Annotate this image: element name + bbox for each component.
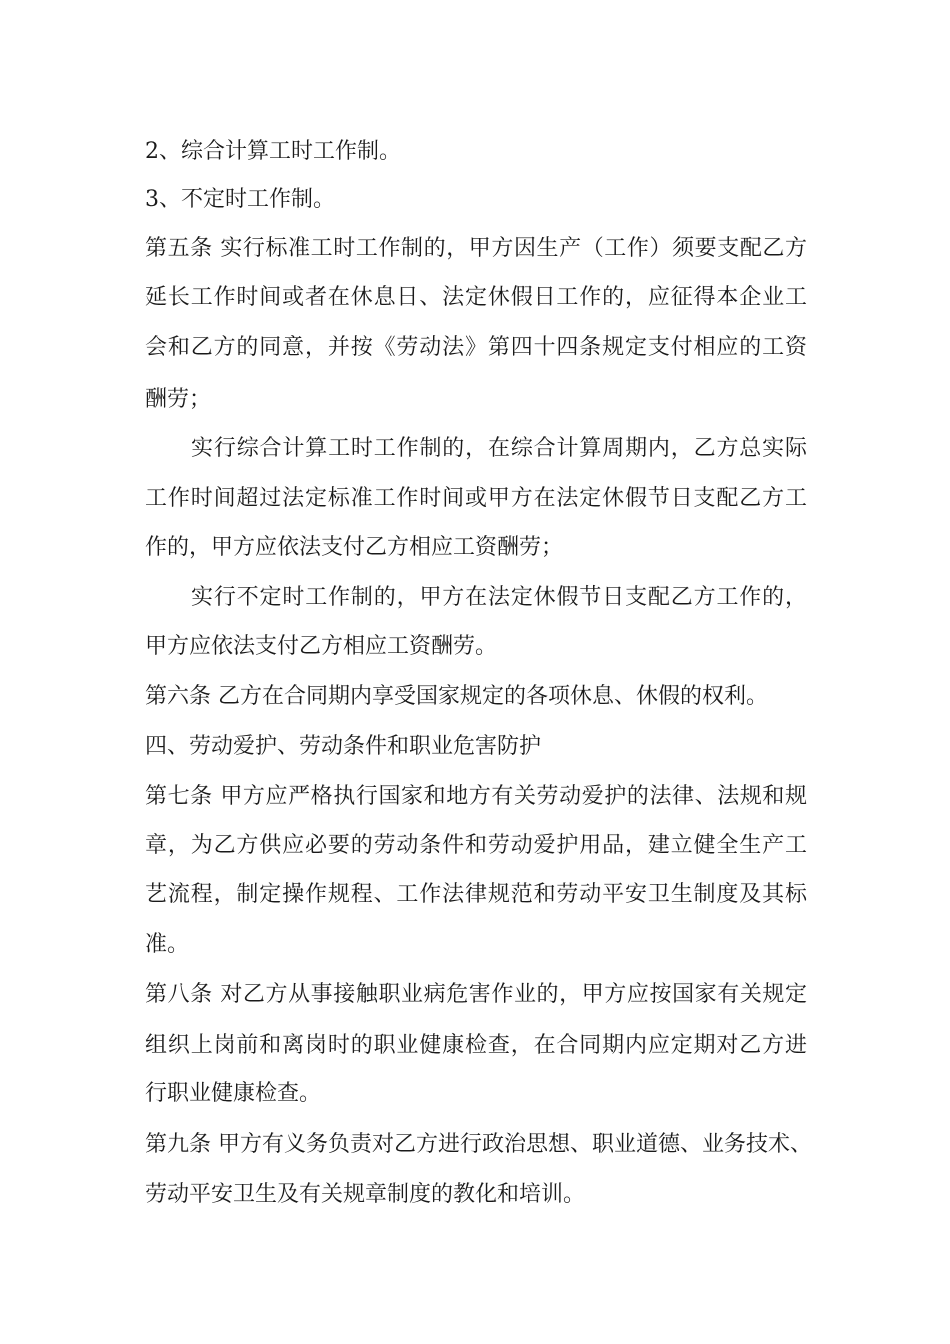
text-line: 3、不定时工作制。 [145, 187, 335, 212]
article-7-line: 第七条 甲方应严格执行国家和地方有关劳动爱护的法律、法规和规 [145, 784, 807, 809]
text-line: 工作时间超过法定标准工作时间或甲方在法定休假节日支配乙方工 [145, 486, 807, 511]
article-9-line: 第九条 甲方有义务负责对乙方进行政治思想、职业道德、业务技术、 [145, 1132, 812, 1157]
text-line: 延长工作时间或者在休息日、法定休假日工作的，应征得本企业工 [145, 285, 807, 310]
text-line: 会和乙方的同意，并按《劳动法》第四十四条规定支付相应的工资 [145, 335, 807, 360]
paragraph-indent-line: 实行综合计算工时工作制的，在综合计算周期内，乙方总实际 [191, 436, 807, 461]
section-heading: 四、劳动爱护、劳动条件和职业危害防护 [145, 734, 542, 759]
text-line: 甲方应依法支付乙方相应工资酬劳。 [145, 634, 498, 659]
article-8-line: 第八条 对乙方从事接触职业病危害作业的，甲方应按国家有关规定 [145, 982, 807, 1007]
text-line: 酬劳； [145, 387, 212, 412]
article-5-line: 第五条 实行标准工时工作制的，甲方因生产（工作）须要支配乙方 [145, 236, 807, 261]
text-line: 劳动平安卫生及有关规章制度的教化和培训。 [145, 1182, 586, 1207]
text-line: 2、综合计算工时工作制。 [145, 139, 401, 164]
text-line: 章，为乙方供应必要的劳动条件和劳动爱护用品，建立健全生产工 [145, 833, 807, 858]
text-line: 组织上岗前和离岗时的职业健康检查，在合同期内应定期对乙方进 [145, 1033, 807, 1058]
text-line: 作的，甲方应依法支付乙方相应工资酬劳； [145, 535, 564, 560]
text-line: 行职业健康检查。 [145, 1081, 322, 1106]
article-6-line: 第六条 乙方在合同期内享受国家规定的各项休息、休假的权利。 [145, 684, 768, 709]
text-line: 准。 [145, 932, 190, 957]
paragraph-indent-line: 实行不定时工作制的，甲方在法定休假节日支配乙方工作的， [191, 585, 807, 610]
text-line: 艺流程，制定操作规程、工作法律规范和劳动平安卫生制度及其标 [145, 882, 807, 907]
